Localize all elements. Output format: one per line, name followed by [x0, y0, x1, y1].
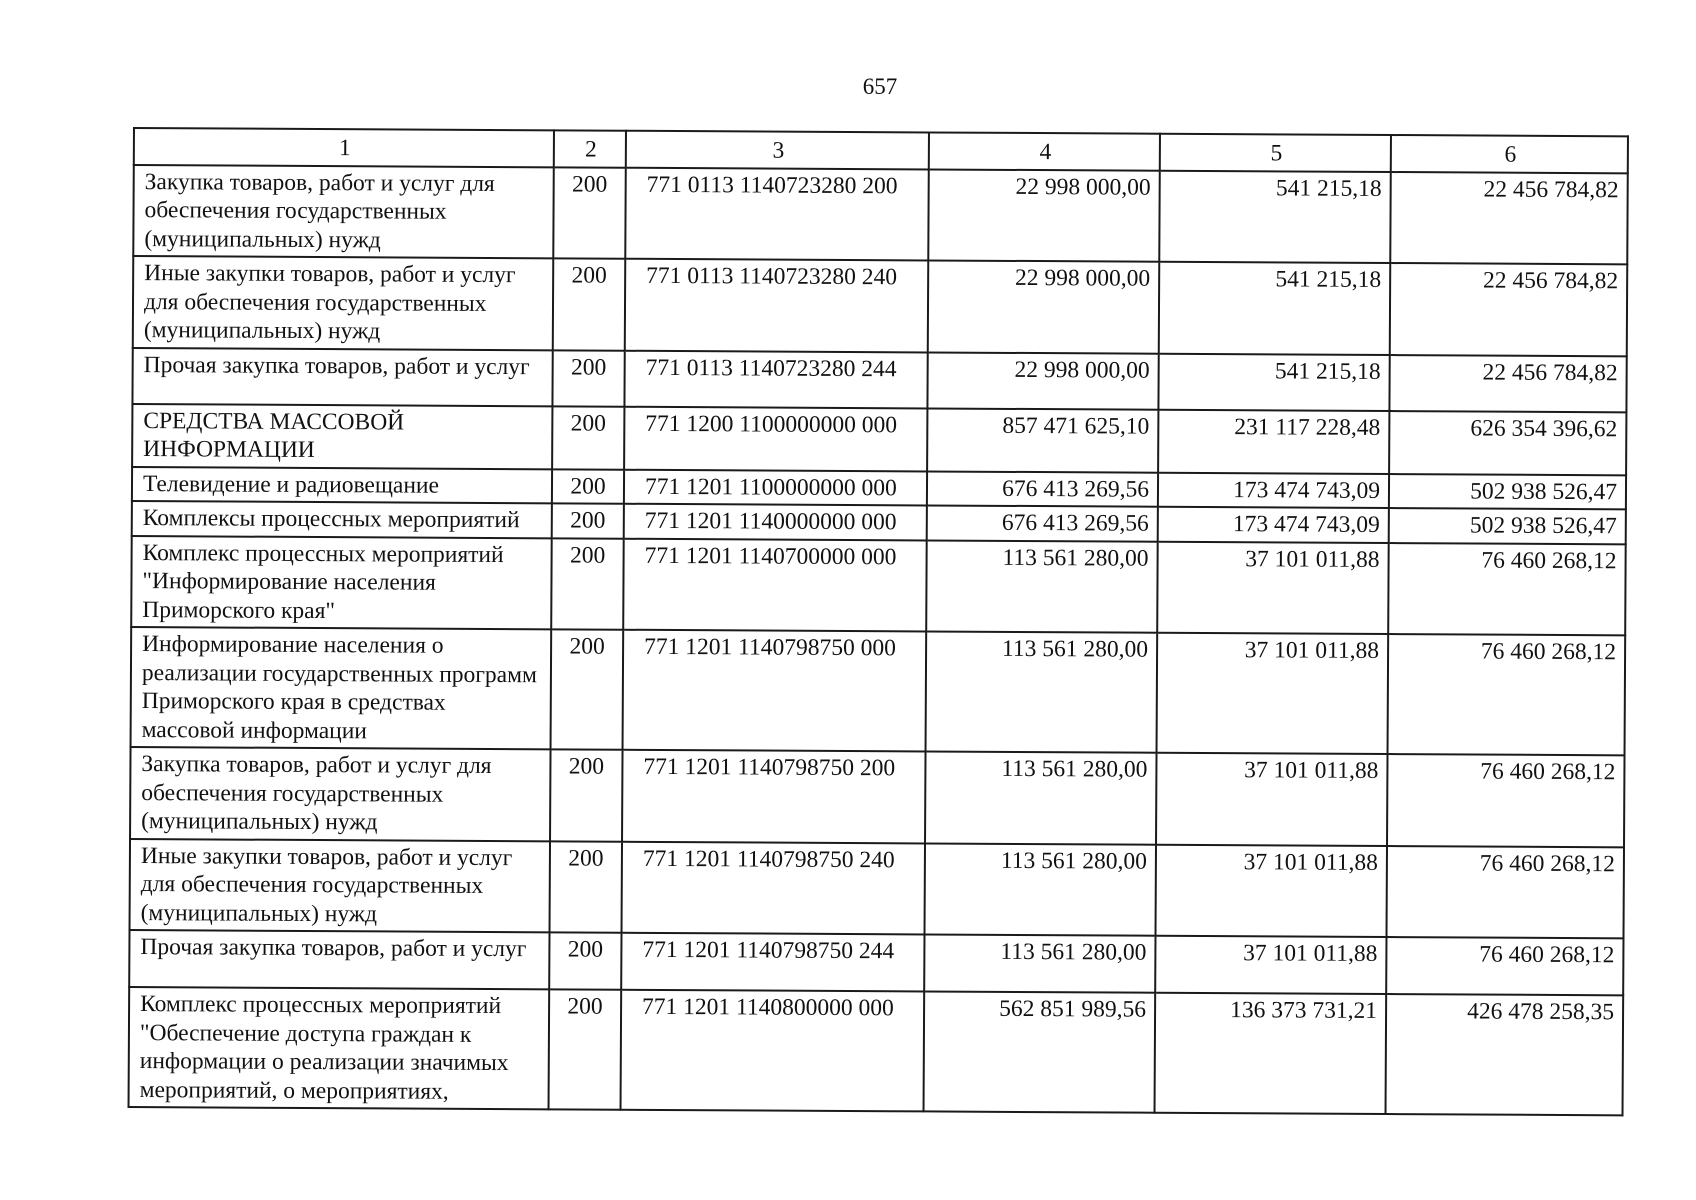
row-name: Комплексы процессных мероприятий	[132, 501, 552, 538]
row-name: Телевидение и радиовещание	[132, 467, 552, 504]
row-group-code: 200	[552, 503, 624, 538]
row-value-5: 37 101 011,88	[1157, 541, 1389, 634]
row-value-6: 76 460 268,12	[1387, 754, 1625, 847]
column-header-4: 4	[929, 132, 1160, 170]
row-value-5: 541 215,18	[1158, 353, 1389, 410]
row-value-5: 37 101 011,88	[1156, 753, 1388, 846]
column-header-2: 2	[554, 130, 626, 167]
table-row	[131, 535, 1625, 635]
column-header-3: 3	[626, 131, 929, 169]
row-name: Иные закупки товаров, работ и услуг для обеспечения государственных (муниципальных) нужд	[133, 256, 554, 350]
table-row	[129, 930, 1623, 995]
row-value-6: 22 456 784,82	[1390, 263, 1628, 356]
row-value-6: 626 354 396,62	[1389, 411, 1626, 475]
row-budget-code: 771 1201 1140798750 200	[622, 750, 926, 843]
row-value-6: 502 938 526,47	[1389, 474, 1626, 510]
table-row	[130, 747, 1624, 847]
table-row	[132, 348, 1626, 412]
row-value-5: 231 117 228,48	[1158, 409, 1389, 473]
row-value-4: 113 561 280,00	[925, 751, 1157, 844]
row-value-5: 37 101 011,88	[1155, 936, 1386, 994]
table-row	[129, 987, 1624, 1115]
row-group-code: 200	[553, 258, 626, 350]
row-value-4: 113 561 280,00	[925, 843, 1157, 936]
row-value-5: 37 101 011,88	[1157, 633, 1389, 754]
row-name: СРЕДСТВА МАССОВОЙ ИНФОРМАЦИИ	[132, 404, 552, 469]
row-value-4: 113 561 280,00	[926, 540, 1158, 633]
column-header-5: 5	[1160, 134, 1391, 172]
row-name: Прочая закупка товаров, работ и услуг	[132, 348, 552, 406]
row-value-4: 113 561 280,00	[924, 934, 1155, 992]
column-header-1: 1	[134, 128, 554, 167]
row-value-4: 676 413 269,56	[927, 471, 1158, 507]
table-row	[131, 627, 1626, 755]
row-value-4: 113 561 280,00	[926, 631, 1158, 752]
row-value-6: 76 460 268,12	[1388, 634, 1626, 755]
row-value-6: 502 938 526,47	[1389, 508, 1626, 544]
row-budget-code: 771 1201 1140798750 244	[621, 933, 924, 992]
row-value-5: 173 474 743,09	[1158, 507, 1389, 543]
page-number: 657	[862, 74, 898, 99]
row-value-6: 22 456 784,82	[1390, 172, 1628, 265]
row-value-5: 173 474 743,09	[1158, 472, 1389, 508]
row-value-4: 857 471 625,10	[927, 408, 1158, 472]
row-group-code: 200	[549, 932, 621, 989]
row-group-code: 200	[551, 538, 624, 630]
table-row	[132, 404, 1626, 475]
row-budget-code: 771 1201 1100000000 000	[624, 469, 927, 505]
row-budget-code: 771 1201 1140798750 000	[623, 630, 927, 752]
row-value-5: 136 373 731,21	[1155, 993, 1387, 1114]
row-budget-code: 771 1201 1140800000 000	[621, 990, 925, 1112]
table-row	[130, 838, 1624, 938]
row-budget-code: 771 1201 1140798750 240	[622, 841, 926, 934]
row-group-code: 200	[551, 629, 624, 749]
table-row	[133, 165, 1627, 265]
row-value-6: 76 460 268,12	[1388, 543, 1626, 636]
row-value-4: 676 413 269,56	[927, 505, 1158, 541]
row-budget-code: 771 0113 1140723280 244	[624, 350, 927, 408]
row-name: Иные закупки товаров, работ и услуг для обеспечения государственных (муниципальных) нужд	[130, 838, 551, 932]
row-value-4: 562 851 989,56	[924, 991, 1156, 1112]
row-value-6: 426 478 258,35	[1386, 994, 1624, 1115]
row-budget-code: 771 1201 1140000000 000	[624, 504, 927, 540]
row-value-5: 37 101 011,88	[1155, 844, 1387, 937]
budget-table	[128, 127, 1629, 1116]
row-group-code: 200	[552, 406, 624, 469]
row-name: Закупка товаров, работ и услуг для обеспечения государственных (муниципальных) нужд	[130, 747, 551, 841]
row-budget-code: 771 1200 1100000000 000	[624, 406, 927, 471]
row-group-code: 200	[552, 469, 624, 504]
row-group-code: 200	[552, 350, 624, 406]
table-row	[133, 256, 1627, 356]
column-header-6: 6	[1391, 135, 1628, 173]
row-group-code: 200	[549, 989, 622, 1109]
row-group-code: 200	[553, 167, 626, 259]
row-name: Прочая закупка товаров, работ и услуг	[129, 930, 549, 989]
row-value-6: 22 456 784,82	[1389, 355, 1626, 412]
row-value-5: 541 215,18	[1159, 262, 1391, 355]
row-value-6: 76 460 268,12	[1386, 846, 1624, 939]
row-budget-code: 771 0113 1140723280 240	[625, 259, 929, 352]
row-group-code: 200	[550, 841, 623, 933]
row-budget-code: 771 0113 1140723280 200	[625, 167, 929, 260]
row-value-6: 76 460 268,12	[1386, 937, 1623, 995]
row-budget-code: 771 1201 1140700000 000	[623, 538, 927, 631]
row-value-5: 541 215,18	[1159, 170, 1391, 263]
row-name: Информирование населения о реализации государственных программ Приморского края в средствах массовой информации	[131, 627, 552, 749]
row-name: Комплекс процессных мероприятий "Информирование населения Приморского края"	[131, 535, 552, 629]
row-value-4: 22 998 000,00	[928, 169, 1160, 262]
row-name: Комплекс процессных мероприятий "Обеспечение доступа граждан к информации о реализации значимых мероприятий, о мероприятиях,	[129, 987, 550, 1109]
row-value-4: 22 998 000,00	[928, 260, 1160, 353]
row-group-code: 200	[550, 749, 623, 841]
row-value-4: 22 998 000,00	[927, 352, 1158, 409]
row-name: Закупка товаров, работ и услуг для обеспечения государственных (муниципальных) нужд	[133, 165, 554, 259]
